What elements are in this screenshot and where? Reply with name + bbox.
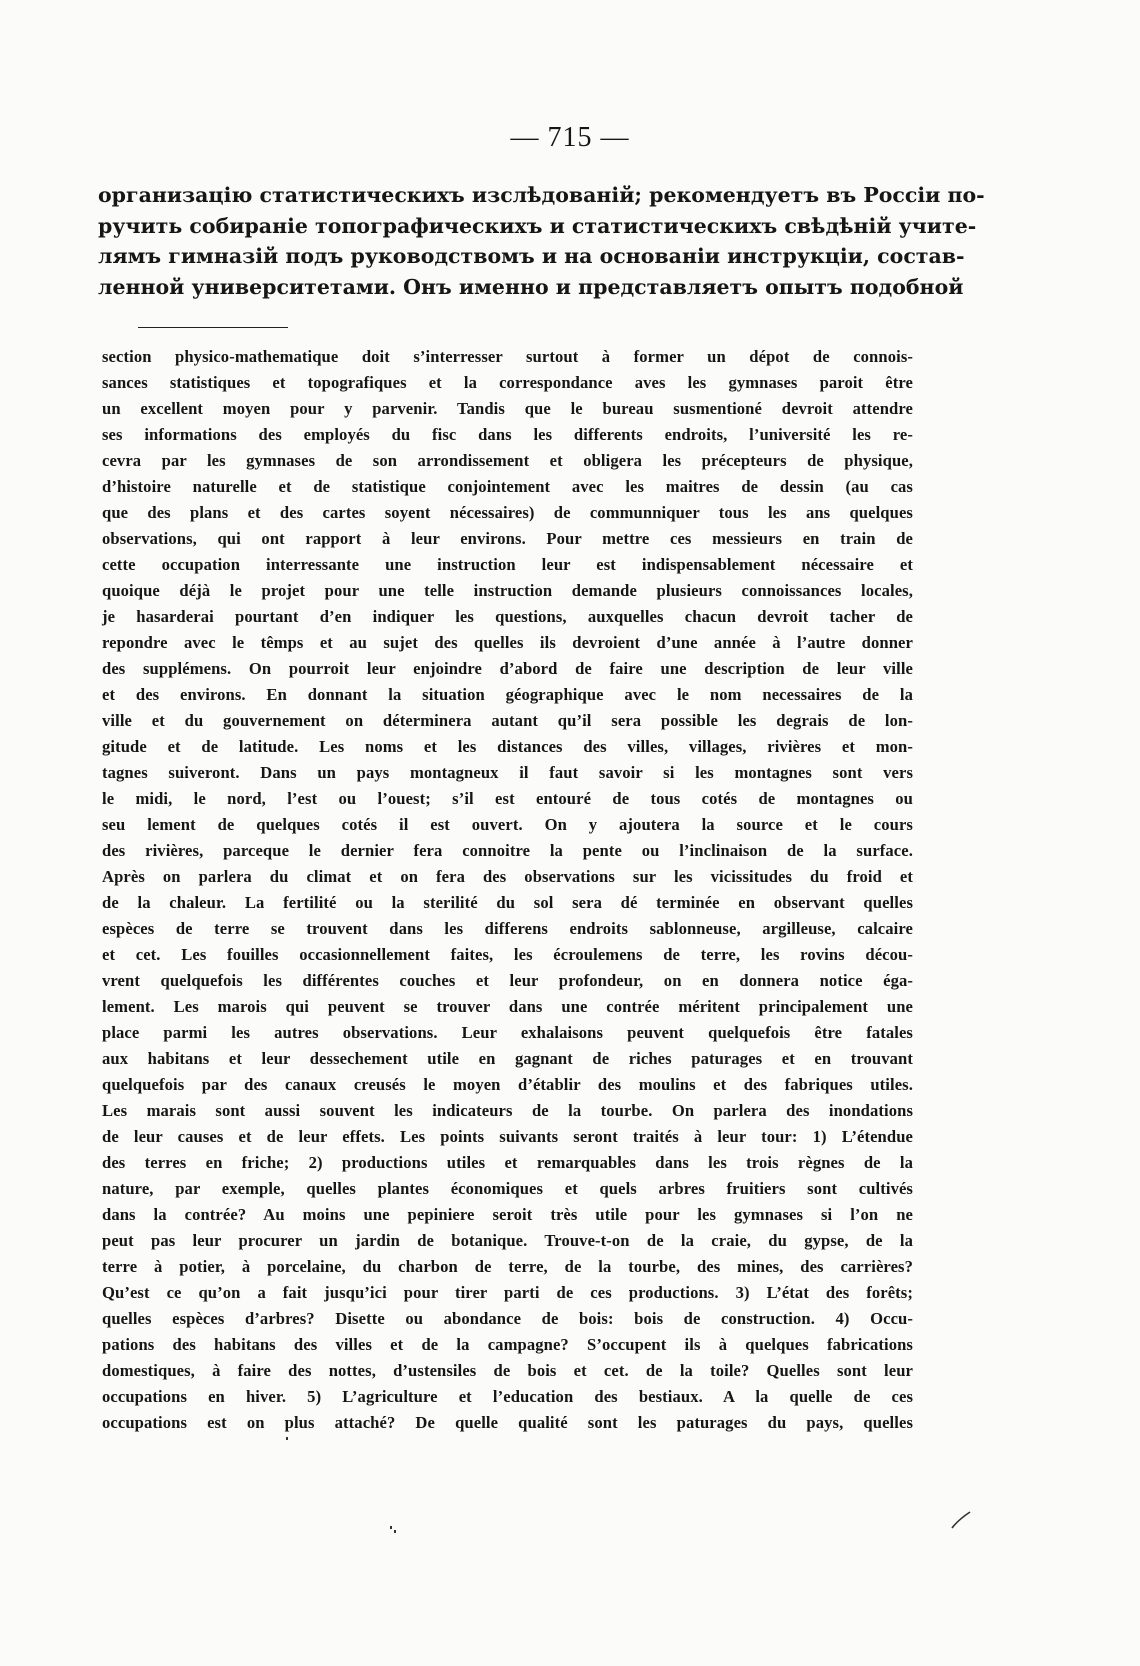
footnote-line: dans la contrée? Au moins une pepiniere seroit très utile pour les gymnases si l’on ne [102, 1205, 913, 1224]
footnote-line: observations, qui ont rapport à leur environs. Pour mettre ces messieurs en train de [102, 529, 913, 548]
footnote-line: de leur causes et de leur effets. Les points suivants seront traités à leur tour: 1) L’étendue [102, 1127, 913, 1146]
ink-speck [286, 1437, 288, 1440]
footnote-line: que des plans et des cartes soyent nécessaires) de communniquer tous les ans quelques [102, 503, 913, 522]
text-line: организацію статистическихъ изслѣдованій; рекомендуетъ въ Россіи по- [98, 183, 985, 207]
ink-speck [390, 1526, 392, 1529]
footnote-line: domestiques, à faire des nottes, d’ustensiles de bois et cet. de la toile? Quelles sont leur [102, 1361, 913, 1380]
footnote-line: un excellent moyen pour y parvenir. Tandis que le bureau susmentioné devroit attendre [102, 399, 913, 418]
footnote-line: tagnes suiveront. Dans un pays montagneux il faut savoir si les montagnes sont vers [102, 763, 913, 782]
footnote-line: et des environs. En donnant la situation géographique avec le nom necessaires de la [102, 685, 913, 704]
footnote-line: gitude et de latitude. Les noms et les distances des villes, villages, rivières et mon- [102, 737, 913, 756]
footnote-line: peut pas leur procurer un jardin de botanique. Trouve-t-on de la craie, du gypse, de la [102, 1231, 913, 1250]
footnote-line: je hasarderai pourtant d’en indiquer les questions, auxquelles chacun devroit tacher de [102, 607, 913, 626]
footnote-line: repondre avec le têmps et au sujet des quelles ils devroient d’une année à l’autre donner [102, 633, 913, 652]
text-line: ручить собираніе топографическихъ и статистическихъ свѣдѣній учите- [98, 213, 977, 238]
footnote-line: Les marais sont aussi souvent les indicateurs de la tourbe. On parlera des inondations [102, 1101, 913, 1120]
footnote-line: des terres en friche; 2) productions utiles et remarquables dans les trois règnes de la [102, 1153, 913, 1172]
footnote-line: section physico-mathematique doit s’interresser surtout à former un dépot de connois- [102, 347, 913, 366]
footnote-line: des supplémens. On pourroit leur enjoindre d’abord de faire une description de leur ville [102, 659, 913, 678]
footnote-line: le midi, le nord, l’est ou l’ouest; s’il est entouré de tous cotés de montagnes ou [102, 789, 913, 808]
footnote-line: pations des habitans des villes et de la campagne? S’occupent ils à quelques fabrications [102, 1335, 913, 1354]
footnote-line: place parmi les autres observations. Leur exhalaisons peuvent quelquefois être fatales [102, 1023, 913, 1042]
footnote-line: ses informations des employés du fisc dans les differents endroits, l’université les re- [102, 425, 913, 444]
footnote-line: et cet. Les fouilles occasionnellement faites, les écroulemens de terre, les rovins décou- [102, 945, 913, 964]
footnote-line: nature, par exemple, quelles plantes économiques et quels arbres fruitiers sont cultivés [102, 1179, 913, 1198]
footnote-line: espèces de terre se trouvent dans les differens endroits sablonneuse, argilleuse, calcaire [102, 919, 913, 938]
footnote-line: d’histoire naturelle et de statistique conjointement avec les maitres de dessin (au cas [102, 477, 913, 496]
footnote-line: quoique déjà le projet pour une telle instruction demande plusieurs connoissances locales, [102, 581, 913, 600]
footnote-line: ville et du gouvernement on déterminera autant qu’il sera possible les degrais de lon- [102, 711, 913, 730]
page-number: — 715 — [510, 122, 630, 153]
footnote-line: seu lement de quelques cotés il est ouvert. On y ajoutera la source et le cours [102, 815, 913, 834]
footnote-line: sances statistiques et topografiques et la correspondance aves les gymnases paroit être [102, 373, 913, 392]
main-text [98, 180, 985, 302]
footnote-line: aux habitans et leur dessechement utile en gagnant de riches paturages et en trouvant [102, 1049, 913, 1068]
footnote-line: terre à potier, à porcelaine, du charbon de terre, de la tourbe, des mines, des carrières? [102, 1257, 913, 1276]
ink-speck [394, 1530, 396, 1533]
footnote-line: Après on parlera du climat et on fera des observations sur les vicissitudes du froid et [102, 867, 913, 886]
ink-mark [950, 1508, 972, 1530]
footnote-text [102, 344, 913, 1436]
footnote-line: cevra par les gymnases de son arrondissement et obligera les précepteurs de physique, [102, 451, 913, 470]
footnote-line: quelles espèces d’arbres? Disette ou abondance de bois: bois de construction. 4) Occu- [102, 1309, 913, 1328]
footnote-line: occupations est on plus attaché? De quelle qualité sont les paturages du pays, quelles [102, 1413, 913, 1432]
footnote-separator [138, 327, 288, 328]
text-line: ленной университетами. Онъ именно и представляетъ опытъ подобной [98, 274, 964, 299]
footnote-line: vrent quelquefois les différentes couches et leur profondeur, on en donnera notice éga- [102, 971, 913, 990]
footnote-line: des rivières, parceque le dernier fera connoitre la pente ou l’inclinaison de la surface. [102, 841, 913, 860]
footnote-line: occupations en hiver. 5) L’agriculture et l’education des bestiaux. A la quelle de ces [102, 1387, 913, 1406]
footnote-line: lement. Les marois qui peuvent se trouver dans une contrée méritent principalement une [102, 997, 913, 1016]
footnote-line: quelquefois par des canaux creusés le moyen d’établir des moulins et des fabriques utiles. [102, 1075, 913, 1094]
footnote-line: Qu’est ce qu’on a fait jusqu’ici pour tirer parti de ces productions. 3) L’état des forêts; [102, 1283, 913, 1302]
footnote-line: de la chaleur. La fertilité ou la sterilité du sol sera dé terminée en observant quelles [102, 893, 913, 912]
text-line: лямъ гимназій подъ руководствомъ и на основаніи инструкціи, состав- [98, 244, 965, 268]
footnote-line: cette occupation interressante une instruction leur est indispensablement nécessaire et [102, 555, 913, 574]
